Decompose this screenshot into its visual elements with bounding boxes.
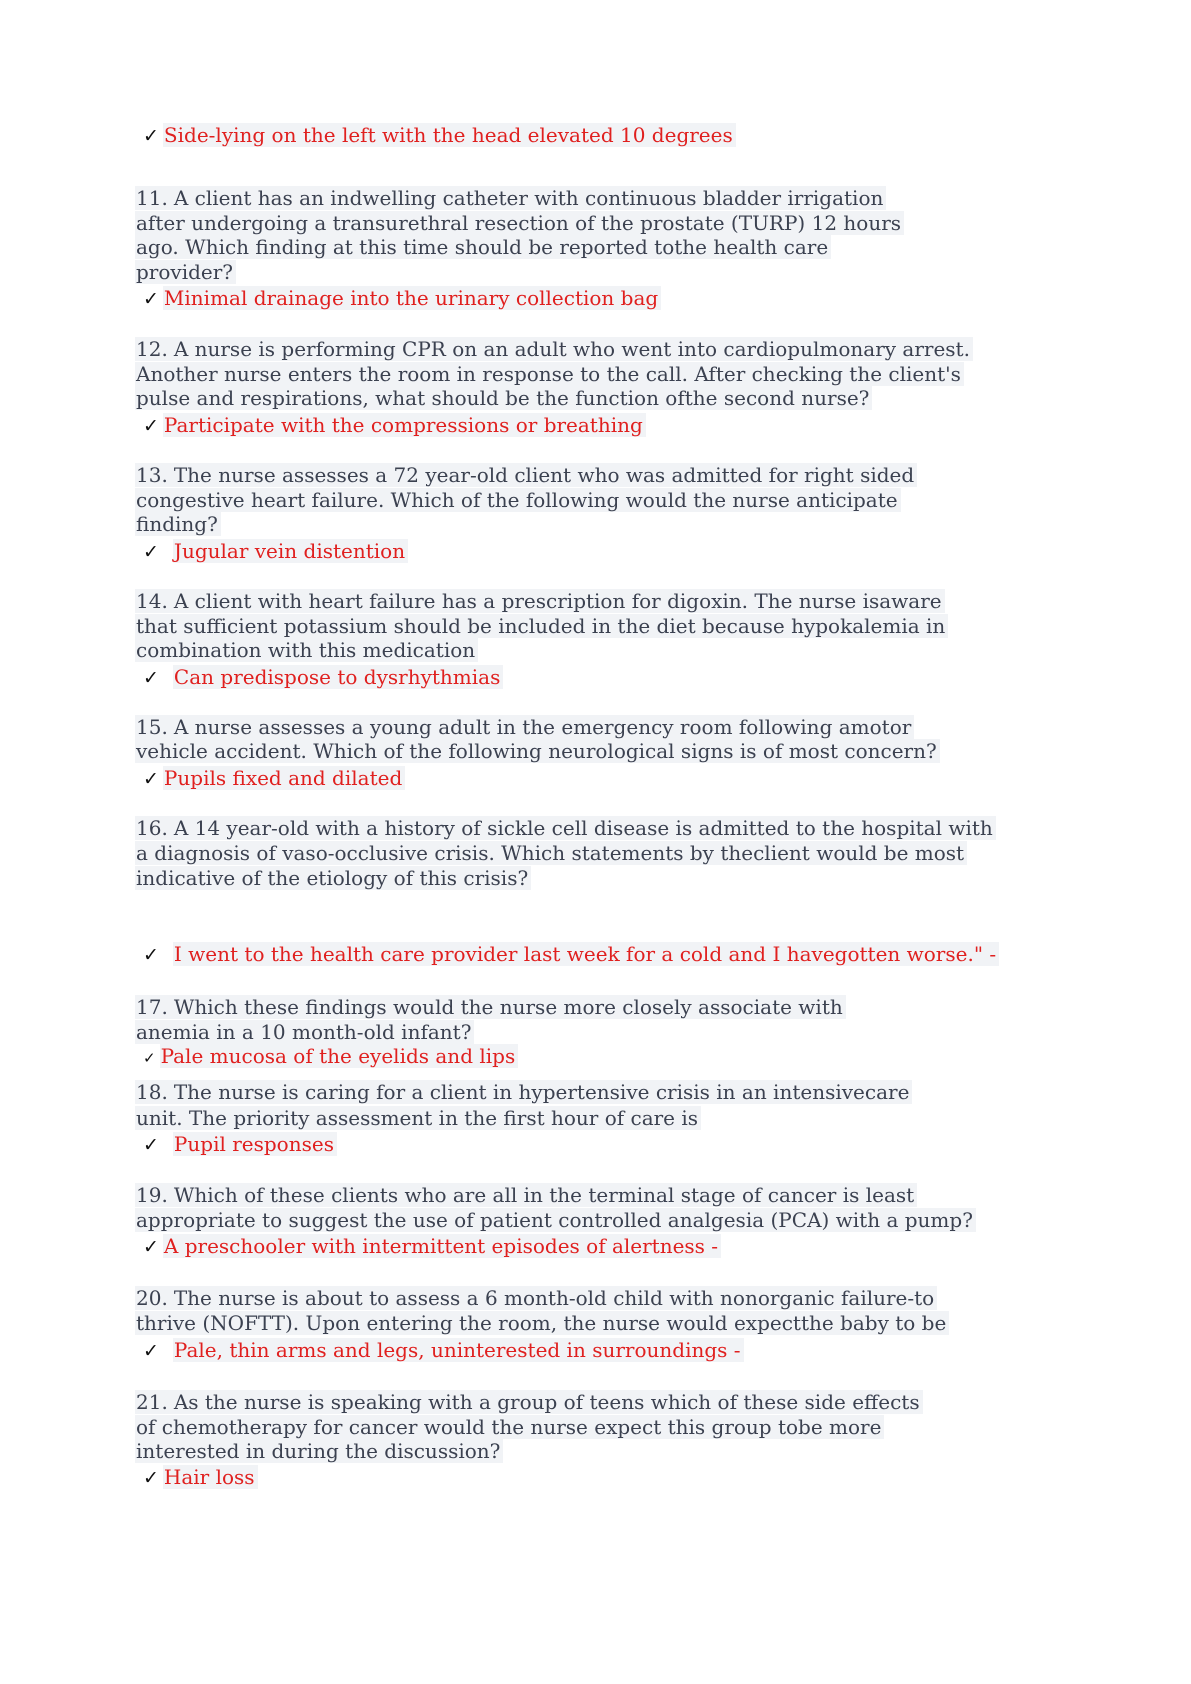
- question-number: 12.: [136, 337, 168, 361]
- answer-text: Minimal drainage into the urinary collection bag: [163, 286, 661, 310]
- answer-text: Pale mucosa of the eyelids and lips: [160, 1044, 519, 1068]
- question-number: 11.: [136, 186, 168, 210]
- checkmark-icon: ✓: [143, 1236, 159, 1258]
- question-text: vehicle accident. Which of the following neurological signs is of most concern?: [135, 739, 940, 763]
- answer-text: Can predispose to dysrhythmias: [173, 665, 503, 689]
- answer-text: Hair loss: [163, 1465, 258, 1489]
- answer: [143, 1131, 337, 1158]
- question-text: A 14 year-old with a history of sickle cell disease is admitted to the hospital with: [173, 816, 993, 840]
- answer: [143, 1233, 721, 1260]
- question-text: Another nurse enters the room in response to the call. After checking the client's: [135, 362, 964, 386]
- question-text: a diagnosis of vaso-occlusive crisis. Which statements by theclient would be most: [135, 841, 967, 865]
- answer-text: Side-lying on the left with the head elevated 10 degrees: [163, 123, 736, 147]
- question-number: 16.: [136, 816, 168, 840]
- question-number: 14.: [136, 589, 168, 613]
- question-text: The nurse is about to assess a 6 month-old child with nonorganic failure-to: [173, 1286, 935, 1310]
- checkmark-icon: ✓: [143, 944, 159, 966]
- checkmark-icon: ✓: [143, 415, 159, 437]
- answer: [143, 285, 661, 312]
- question-text: Which of these clients who are all in the terminal stage of cancer is least: [173, 1183, 915, 1207]
- answer: [143, 1464, 258, 1491]
- question-text: As the nurse is speaking with a group of teens which of these side effects: [173, 1390, 920, 1414]
- question-number: 20.: [136, 1286, 168, 1310]
- question-text: of chemotherapy for cancer would the nurse expect this group tobe more: [135, 1415, 884, 1439]
- question-text: after undergoing a transurethral resection of the prostate (TURP) 12 hours: [135, 211, 904, 235]
- checkmark-icon: ✓: [143, 541, 159, 563]
- question-number: 18.: [136, 1080, 168, 1104]
- question-text: unit. The priority assessment in the first hour of care is: [135, 1106, 701, 1130]
- question-number: 15.: [136, 715, 168, 739]
- question-text: indicative of the etiology of this crisis?: [135, 866, 531, 890]
- question-text: appropriate to suggest the use of patient controlled analgesia (PCA) with a pump?: [135, 1208, 976, 1232]
- question-text: A nurse assesses a young adult in the emergency room following amotor: [173, 715, 912, 739]
- answer-text: Pupils fixed and dilated: [163, 766, 405, 790]
- checkmark-icon: ✓: [143, 1134, 159, 1156]
- question-text: The nurse assesses a 72 year-old client who was admitted for right sided: [173, 463, 915, 487]
- answer: [143, 1337, 744, 1364]
- question-text: thrive (NOFTT). Upon entering the room, the nurse would expectthe baby to be: [135, 1311, 949, 1335]
- answer-text: Participate with the compressions or breathing: [163, 413, 646, 437]
- answer-text: I went to the health care provider last week for a cold and I havegotten worse." -: [173, 942, 999, 966]
- question-text: pulse and respirations, what should be the function ofthe second nurse?: [135, 386, 872, 410]
- answer: [143, 941, 999, 968]
- checkmark-icon: ✓: [143, 1340, 159, 1362]
- answer: [143, 538, 408, 565]
- question-text: A nurse is performing CPR on an adult who went into cardiopulmonary arrest.: [173, 337, 970, 361]
- checkmark-icon: ✓: [143, 125, 159, 147]
- checkmark-icon: ✓: [143, 667, 159, 689]
- checkmark-icon: ✓: [143, 1049, 156, 1067]
- question-text: A client with heart failure has a prescription for digoxin. The nurse isaware: [173, 589, 942, 613]
- question-number: 21.: [136, 1390, 168, 1414]
- question-text: The nurse is caring for a client in hypertensive crisis in an intensivecare: [173, 1080, 910, 1104]
- checkmark-icon: ✓: [143, 1467, 159, 1489]
- question-text: congestive heart failure. Which of the following would the nurse anticipate: [135, 488, 901, 512]
- answer-text: Jugular vein distention: [173, 539, 408, 563]
- question-text: interested in during the discussion?: [135, 1439, 503, 1463]
- answer: [143, 412, 646, 439]
- answer-text: Pupil responses: [173, 1132, 337, 1156]
- question-text: combination with this medication: [135, 638, 478, 662]
- question-text: Which these findings would the nurse more closely associate with: [173, 995, 843, 1019]
- question-text: that sufficient potassium should be included in the diet because hypokalemia in: [135, 614, 948, 638]
- question-number: 17.: [136, 995, 168, 1019]
- question-number: 19.: [136, 1183, 168, 1207]
- answer: [143, 664, 503, 691]
- answer: [143, 765, 405, 792]
- question-text: ago. Which finding at this time should be reported tothe health care: [135, 235, 831, 259]
- answer-text: A preschooler with intermittent episodes of alertness -: [163, 1234, 721, 1258]
- question-number: 13.: [136, 463, 168, 487]
- checkmark-icon: ✓: [143, 288, 159, 310]
- question-text: anemia in a 10 month-old infant?: [135, 1020, 474, 1044]
- checkmark-icon: ✓: [143, 768, 159, 790]
- previous-answer: [143, 122, 736, 149]
- answer: [143, 1043, 518, 1071]
- question-text: provider?: [135, 260, 236, 284]
- question-text: finding?: [135, 512, 221, 536]
- answer-text: Pale, thin arms and legs, uninterested in surroundings -: [173, 1338, 744, 1362]
- question-text: A client has an indwelling catheter with continuous bladder irrigation: [173, 186, 884, 210]
